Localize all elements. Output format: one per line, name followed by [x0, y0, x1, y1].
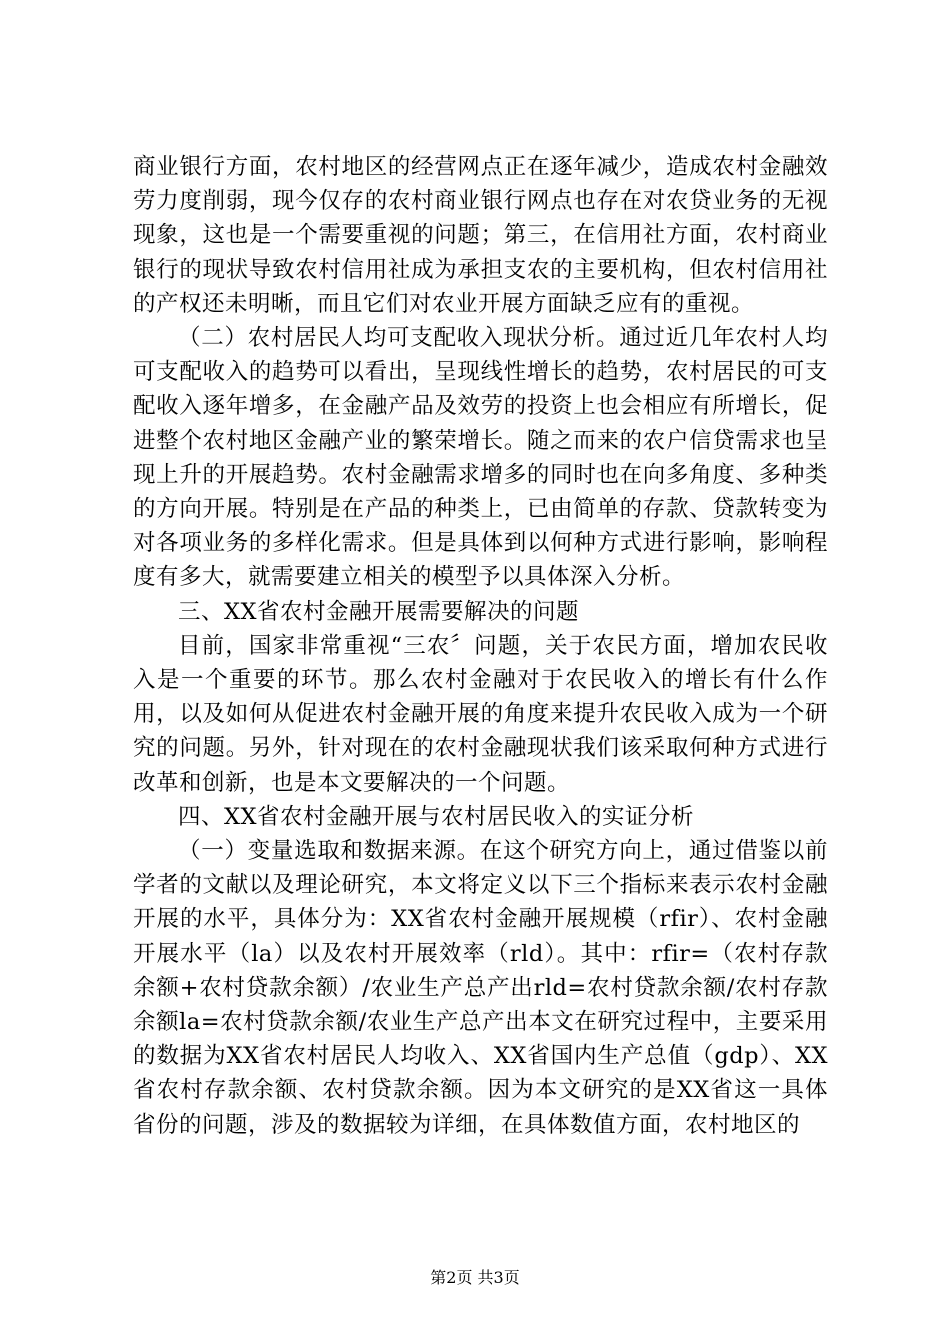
paragraph-commercial-bank: 商业银行方面，农村地区的经营网点正在逐年减少，造成农村金融效劳力度削弱，现今仅存的农村商业银行网点也存在对农贷业务的无视现象，这也是一个需要重视的问题；第三，在信用社方面，农村商业银行的现状导致农村信用社成为承担支农的主要机构，但农村信用社的产权还未明晰，而且它们对农业开展方面缺乏应有的重视。	[133, 154, 828, 317]
paragraph-variables: （一）变量选取和数据来源。在这个研究方向上，通过借鉴以前学者的文献以及理论研究，本文将定义以下三个指标来表示农村金融开展的水平，具体分为：XX省农村金融开展规模（rfir）、农村金融开展水平（la）以及农村开展效率（rld）。其中：rfir=（农村存款余额+农村贷款余额）/农业生产总产出rld=农村贷款余额/农村存款余额la=农村贷款余额/农业生产总产出本文在研究过程中，主要采用的数据为XX省农村居民人均收入、XX省国内生产总值（gdp）、XX省农村存款余额、农村贷款余额。因为本文研究的是XX省这一具体省份的问题，涉及的数据较为详细，在具体数值方面，农村地区的	[133, 838, 828, 1138]
section-heading-empirical: 四、XX省农村金融开展与农村居民收入的实证分析	[178, 803, 695, 830]
section-heading-problems: 三、XX省农村金融开展需要解决的问题	[178, 598, 580, 625]
page-footer: 第2页 共3页	[430, 1268, 520, 1287]
document-body	[133, 150, 828, 1142]
paragraph-problems: 目前，国家非常重视“三农〞问题，关于农民方面，增加农民收入是一个重要的环节。那么农村金融对于农民收入的增长有什么作用，以及如何从促进农村金融开展的角度来提升农民收入成为一个研究的问题。另外，针对现在的农村金融现状我们该采取何种方式进行改革和创新，也是本文要解决的一个问题。	[133, 632, 828, 796]
paragraph-income-analysis: （二）农村居民人均可支配收入现状分析。通过近几年农村人均可支配收入的趋势可以看出，呈现线性增长的趋势，农村居民的可支配收入逐年增多，在金融产品及效劳的投资上也会相应有所增长，促进整个农村地区金融产业的繁荣增长。随之而来的农户信贷需求也呈现上升的开展趋势。农村金融需求增多的同时也在向多角度、多种类的方向开展。特别是在产品的种类上，已由简单的存款、贷款转变为对各项业务的多样化需求。但是具体到以何种方式进行影响，影响程度有多大，就需要建立相关的模型予以具体深入分析。	[133, 325, 828, 591]
